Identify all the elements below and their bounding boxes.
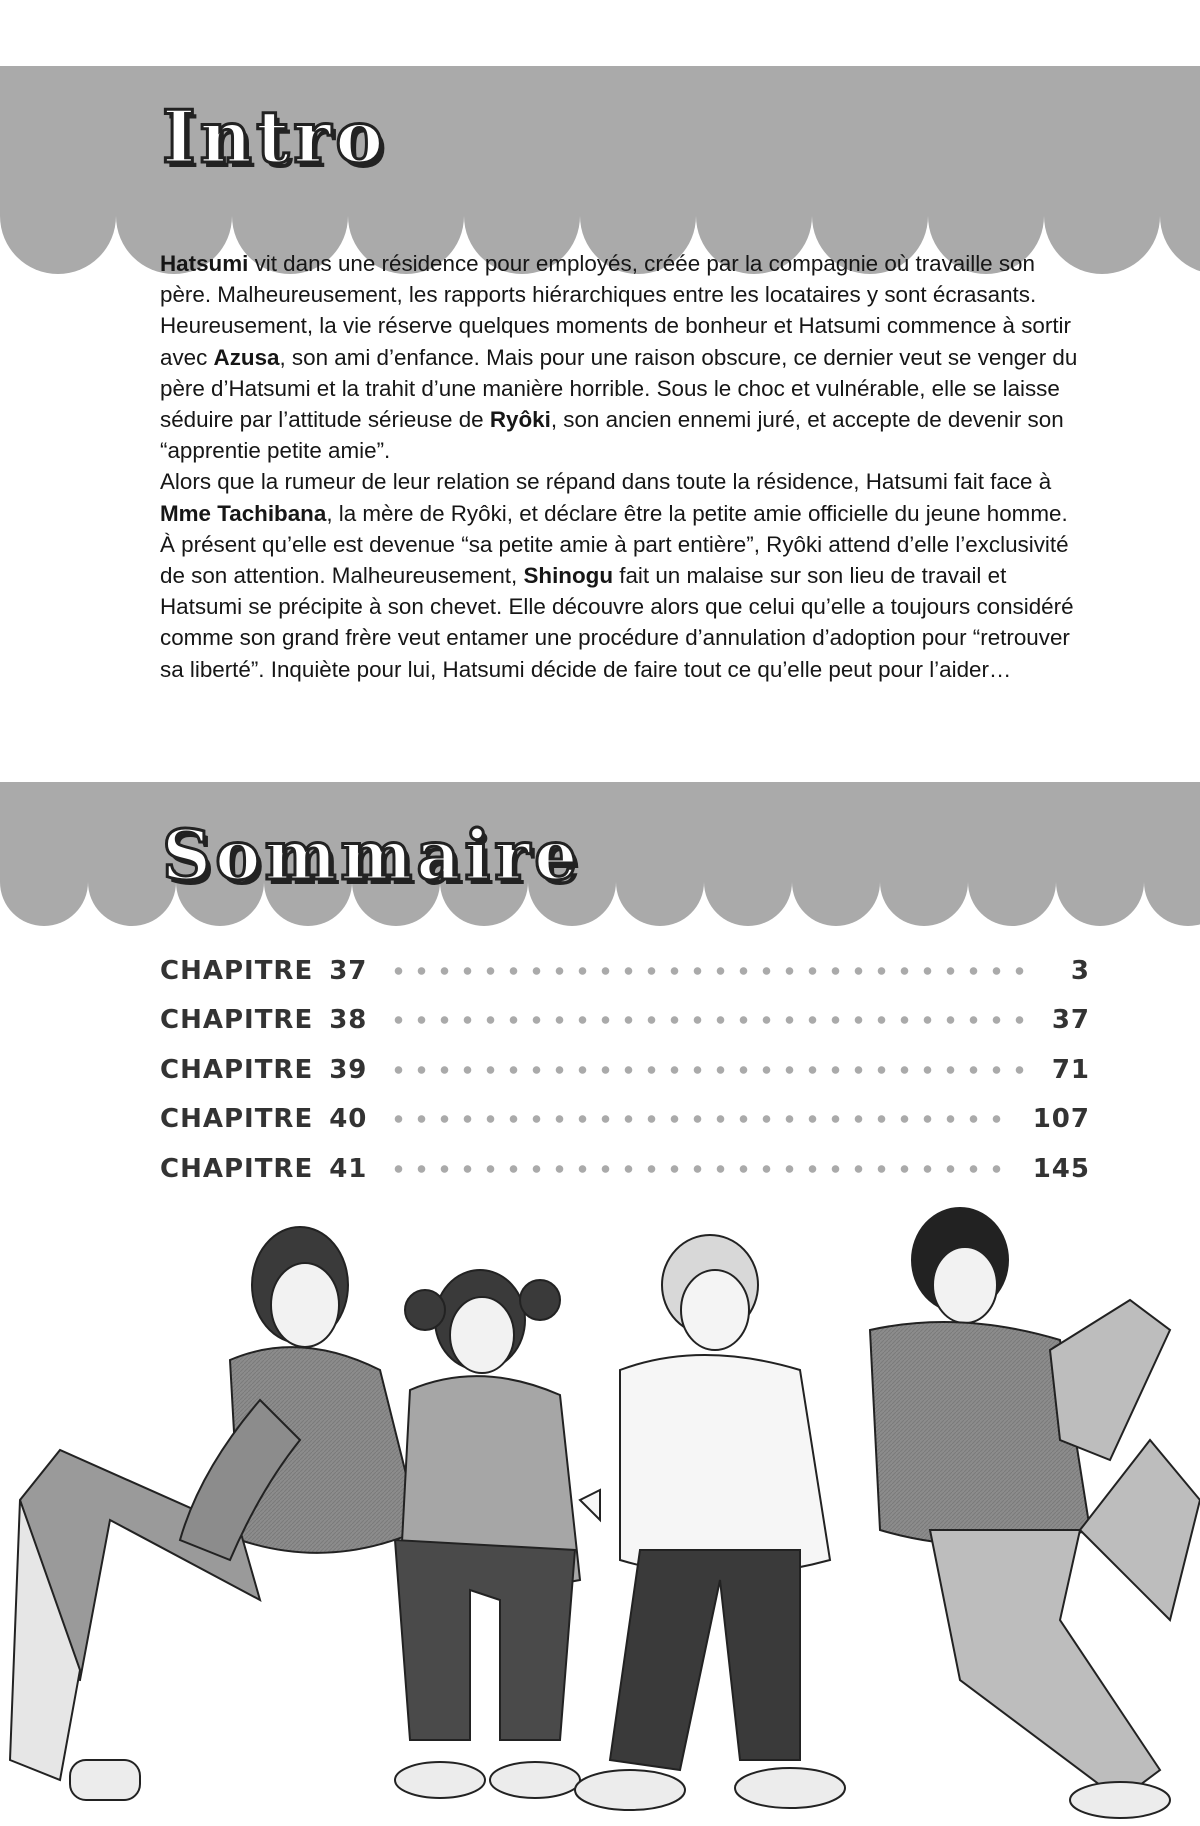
- chapter-number: 39: [329, 1054, 368, 1085]
- character-name: Shinogu: [523, 563, 614, 589]
- toc-entry: [160, 1045, 1090, 1095]
- character-name: Azusa: [213, 344, 280, 370]
- character-name: Mme Tachibana: [160, 500, 327, 526]
- page-number: 3: [1070, 955, 1090, 986]
- intro-text-run: Alors que la rumeur de leur relation se répand dans toute la résidence, Hatsumi fait face à: [160, 469, 1052, 495]
- character-4-figure: [870, 1208, 1200, 1818]
- intro-text-run: , son ancien ennemi juré, et accepte de devenir son “apprentie petite amie”.: [160, 407, 1064, 464]
- chapter-label: CHAPITRE: [160, 1104, 314, 1135]
- intro-text-run: , la mère de Ryôki, et déclare être la petite amie officielle du jeune homme.: [326, 500, 1068, 526]
- page-number: 145: [1032, 1153, 1090, 1184]
- toc-entry: [160, 996, 1090, 1046]
- character-2-figure: [395, 1270, 580, 1798]
- intro-text-run: fait un malaise sur son lieu de travail et Hatsumi se précipite à son chevet. Elle découvre alors que celui qu’elle a toujours considéré comme son grand frère veut entamer une procédure d’annulation d’adoption pour “retrouver sa liberté”. Inquiète pour lui, Hatsumi décide de faire tout ce qu’elle peut pour l’aider…: [160, 563, 1074, 682]
- sommaire-heading: Sommaire: [162, 816, 582, 896]
- intro-paragraph: [160, 248, 1090, 466]
- intro-heading: Intro: [162, 94, 388, 179]
- chapter-label: CHAPITRE: [160, 1005, 314, 1036]
- intro-paragraph: [160, 466, 1090, 528]
- chapter-label: CHAPITRE: [160, 1153, 314, 1184]
- chapter-label: CHAPITRE: [160, 955, 314, 986]
- page-number: 107: [1032, 1104, 1090, 1135]
- intro-header-band: [0, 66, 1200, 216]
- intro-text-run: À présent qu’elle est devenue “sa petite amie à part entière”, Ryôki attend d’elle l’exclusivité de son attention. Malheureusement,: [160, 531, 1069, 589]
- sommaire-header-band: [0, 782, 1200, 896]
- page-number: 71: [1051, 1054, 1090, 1085]
- character-name: Hatsumi: [160, 251, 249, 276]
- table-of-contents: [160, 946, 1090, 1194]
- page-number: 37: [1051, 1005, 1090, 1036]
- toc-entry: [160, 1144, 1090, 1194]
- chapter-label: CHAPITRE: [160, 1054, 314, 1085]
- dot-leader: [387, 1115, 1015, 1123]
- dot-leader: [387, 1016, 1032, 1024]
- toc-entry: [160, 1095, 1090, 1145]
- characters-illustration: [0, 1200, 1200, 1826]
- chapter-number: 41: [329, 1153, 368, 1184]
- character-name: Ryôki: [489, 407, 551, 433]
- character-1-figure: [10, 1227, 420, 1800]
- intro-summary: [160, 248, 1090, 685]
- chapter-number: 40: [329, 1104, 368, 1135]
- toc-entry: [160, 946, 1090, 996]
- chapter-number: 38: [329, 1005, 368, 1036]
- character-3-figure: [575, 1235, 845, 1810]
- dot-leader: [387, 1066, 1032, 1074]
- chapter-number: 37: [329, 955, 368, 986]
- intro-text-run: , son ami d’enfance. Mais pour une raison obscure, ce dernier veut se venger du père d’Hatsumi et la trahit d’une manière horrible. Sous le choc et vulnérable, elle se laisse séduire par l’attitude sérieuse de: [160, 344, 1078, 433]
- intro-text-run: vit dans une résidence pour employés, créée par la compagnie où travaille son père. Malheureusement, les rapports hiérarchiques entre les locataires y sont écrasants. Heureusement, la vie réserve quelques moments de bonheur et Hatsumi commence à sortir avec: [160, 251, 1071, 370]
- dot-leader: [387, 967, 1032, 975]
- dot-leader: [387, 1165, 1015, 1173]
- intro-paragraph: [160, 529, 1090, 685]
